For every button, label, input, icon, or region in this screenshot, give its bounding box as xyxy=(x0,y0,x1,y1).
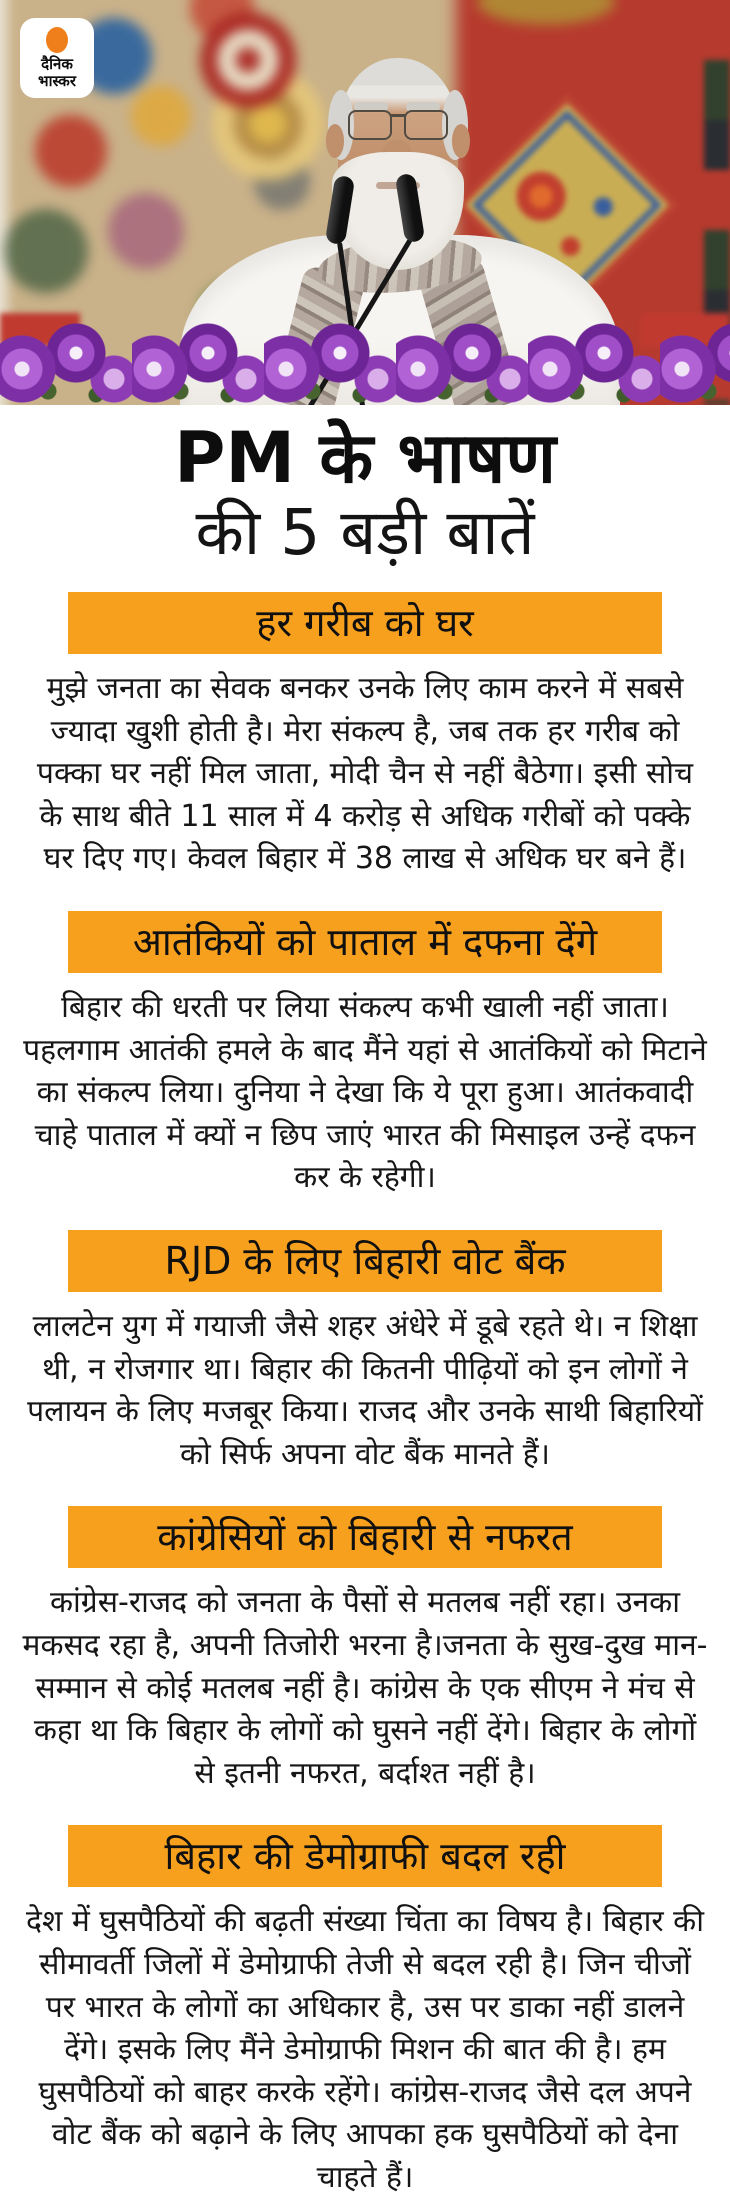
speech-point-section-4 xyxy=(0,1506,730,1795)
section-body: मुझे जनता का सेवक बनकर उनके लिए काम करने में सबसे ज्यादा खुशी होती है। मेरा संकल्प है, जब तक हर गरीब को पक्का घर नहीं मिल जाता, मोदी चैन से नहीं बैठेगा। इसी सोच के साथ बीते 11 साल में 4 करोड़ से अधिक गरीबों को पक्के घर दिए गए। केवल बिहार में 38 लाख से अधिक घर बने हैं। xyxy=(36,671,694,877)
headline-line1: PM के भाषण xyxy=(174,417,556,499)
speech-point-section-2 xyxy=(0,911,730,1200)
section-title-bar xyxy=(68,1506,662,1568)
dainik-bhaskar-logo xyxy=(20,18,94,98)
speech-point-section-1 xyxy=(0,592,730,881)
section-title: RJD के लिए बिहारी वोट बैंक xyxy=(164,1238,566,1283)
section-title-bar xyxy=(68,911,662,973)
logo-text-line2: भास्कर xyxy=(38,71,76,90)
sun-icon xyxy=(46,27,68,53)
headline-line2: की 5 बड़ी बातें xyxy=(195,496,535,570)
section-title: कांग्रेसियों को बिहारी से नफरत xyxy=(157,1515,573,1560)
section-body: देश में घुसपैठियों की बढ़ती संख्या चिंता का विषय है। बिहार की सीमावर्ती जिलों में डेमोग्राफी तेजी से बदल रही है। जिन चीजों पर भारत के लोगों का अधिकार है, उस पर डाका नहीं डालने देंगे। इसके लिए मैंने डेमोग्राफी मिशन की बात की है। हम घुसपैठियों को बाहर करके रहेंगे। कांग्रेस-राजद जैसे दल अपने वोट बैंक को बढ़ाने के लिए आपका हक घुसपैठियों को देना चाहते हैं। xyxy=(26,1904,704,2195)
speech-point-section-3 xyxy=(0,1230,730,1476)
white-beard xyxy=(332,152,464,270)
glasses-bridge xyxy=(390,114,406,117)
section-body: बिहार की धरती पर लिया संकल्प कभी खाली नहीं जाता। पहलगाम आतंकी हमले के बाद मैंने यहां से आतंकियों को मिटाने का संकल्प लिया। दुनिया ने देखा कि ये पूरा हुआ। आतंकवादी चाहे पाताल में क्यों न छिप जाएं भारत की मिसाइल उन्हें दफन कर के रहेगी। xyxy=(23,990,707,1196)
section-title: आतंकियों को पाताल में दफना देंगे xyxy=(132,920,598,965)
ear-right xyxy=(452,124,470,158)
lens-left xyxy=(348,110,392,140)
headline xyxy=(0,405,730,576)
speech-point-section-5 xyxy=(0,1825,730,2199)
eyeglasses xyxy=(348,110,448,140)
section-body: लालटेन युग में गयाजी जैसे शहर अंधेरे में डूबे रहते थे। न शिक्षा थी, न रोजगार था। बिहार की कितनी पीढ़ियों को इन लोगों ने पलायन के लिए मजबूर किया। राजद और उनके साथी बिहारियों को सिर्फ अपना वोट बैंक मानते हैं। xyxy=(27,1308,703,1472)
section-title: बिहार की डेमोग्राफी बदल रही xyxy=(164,1834,566,1879)
section-title-bar xyxy=(68,592,662,654)
section-body: कांग्रेस-राजद को जनता के पैसों से मतलब नहीं रहा। उनका मकसद रहा है, अपनी तिजोरी भरना है।जनता के सुख-दुख मान-सम्मान से कोई मतलब नहीं है। कांग्रेस के एक सीएम ने मंच से कहा था कि बिहार के लोगों को घुसने नहीं देंगे। बिहार के लोगों से इतनी नफरत, बर्दाश्त नहीं है। xyxy=(22,1585,708,1791)
logo-text-line1: दैनिक xyxy=(41,55,73,74)
hero-photo xyxy=(0,0,730,405)
speech-points xyxy=(0,592,730,2201)
section-title-bar xyxy=(68,1825,662,1887)
orchid-flower-garland xyxy=(0,321,730,405)
ear-left xyxy=(326,124,344,158)
lens-right xyxy=(404,110,448,140)
section-title-bar xyxy=(68,1230,662,1292)
section-title: हर गरीब को घर xyxy=(256,601,474,646)
